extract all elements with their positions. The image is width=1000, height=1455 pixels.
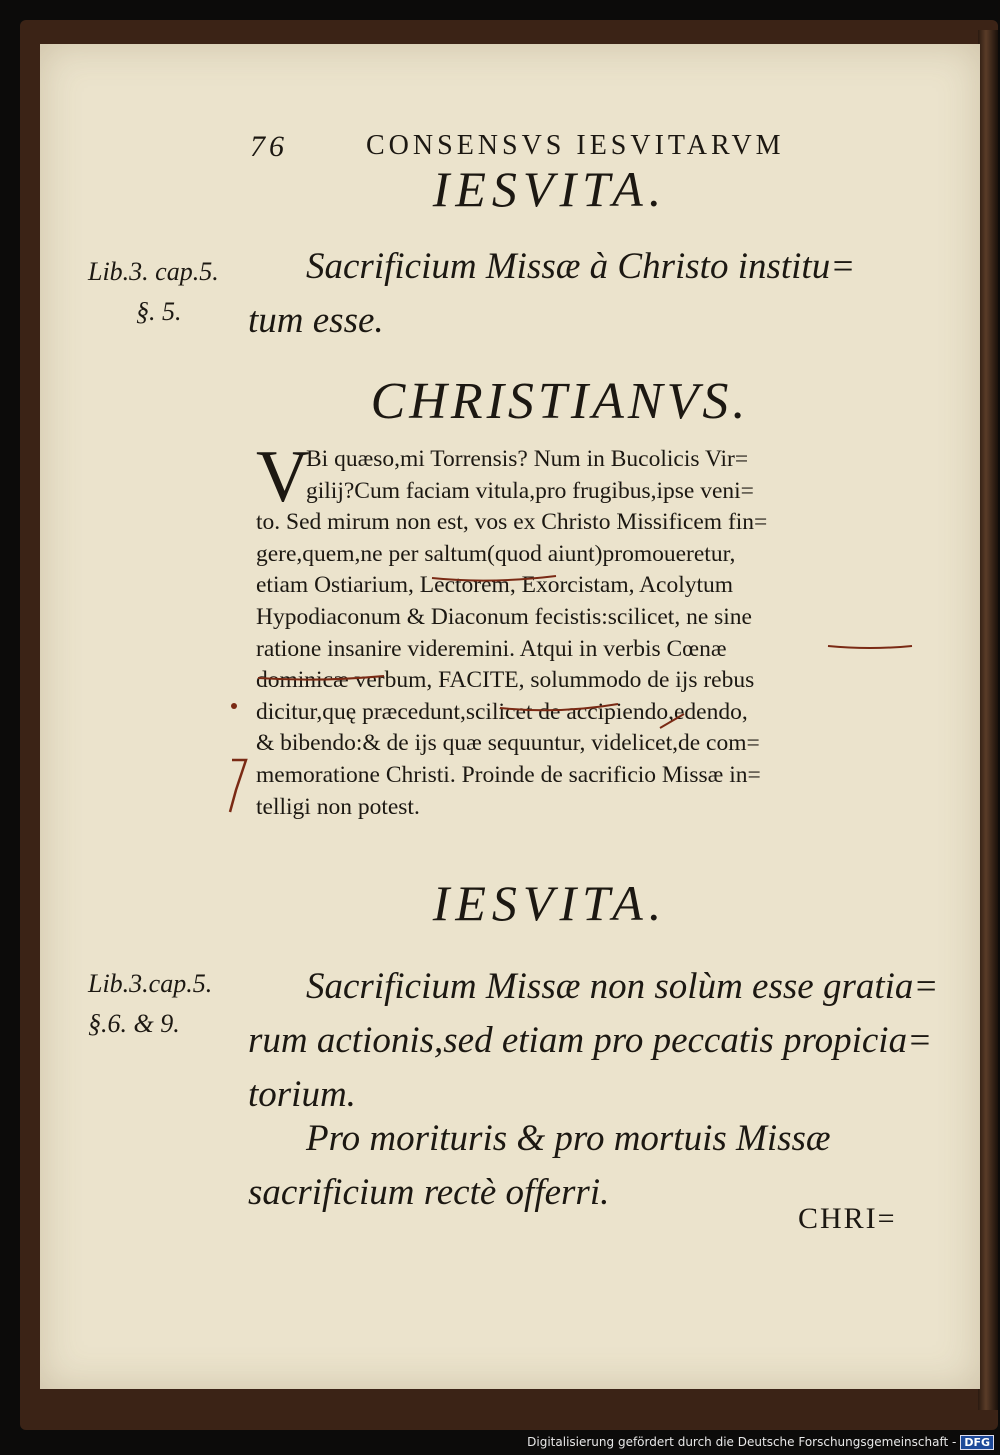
body-line: & bibendo:& de ijs quæ sequuntur, videlicet,de com= — [256, 730, 760, 757]
thesis-line: Sacrificium Missæ à Christo institu= — [306, 246, 856, 287]
body-line: to. Sed mirum non est, vos ex Christo Missificem fin= — [256, 509, 768, 536]
section-heading-christianvs: CHRISTIANVS. — [370, 373, 750, 430]
thesis-paragraph-2 — [248, 960, 938, 1122]
body-paragraph — [256, 436, 936, 823]
dfg-logo: DFG — [960, 1435, 994, 1450]
body-line: gere,quem,ne per saltum(quod aiunt)promoueretur, — [256, 540, 736, 567]
body-line: dicitur,quę præcedunt,scilicet de accipiendo,edendo, — [256, 698, 748, 725]
body-line: etiam Ostiarium, Lectorem, Exorcistam, Acolytum — [256, 572, 734, 599]
margin-ref-line: Lib.3.cap.5. — [88, 969, 213, 998]
section-heading-iesvita-1: IESVITA. — [432, 161, 668, 217]
body-line: ratione insanire videremini. Atqui in verbis Cœnæ — [256, 635, 727, 662]
body-line: Bi quæso,mi Torrensis? Num in Bucolicis Vir= — [306, 446, 749, 472]
thesis-line: rum actionis,sed etiam pro peccatis propicia= — [248, 1020, 933, 1061]
thesis-paragraph-1 — [248, 240, 938, 348]
catchword: CHRI= — [798, 1202, 897, 1235]
margin-ref-line: §.6. & 9. — [88, 1009, 180, 1038]
section-heading-iesvita-2: IESVITA. — [432, 875, 668, 931]
digitization-footer — [527, 1433, 994, 1451]
margin-reference-2 — [88, 964, 248, 1044]
body-line: memoratione Christi. Proinde de sacrificio Missæ in= — [256, 761, 761, 788]
page-number: 76 — [250, 130, 288, 163]
body-line: telligi non potest. — [256, 793, 420, 820]
margin-reference-1 — [88, 252, 248, 332]
margin-ref-line: Lib.3. cap.5. — [88, 257, 219, 286]
thesis-line: torium. — [248, 1074, 356, 1115]
running-title: CONSENSVS IESVITARVM — [366, 130, 785, 161]
body-line: gilij?Cum faciam vitula,pro frugibus,ipse veni= — [306, 477, 754, 504]
body-line: Hypodiaconum & Diaconum fecistis:scilicet, ne sine — [256, 603, 752, 630]
thesis-line: Sacrificium Missæ non solùm esse gratia= — [306, 966, 939, 1007]
footer-text: Digitalisierung gefördert durch die Deutsche Forschungsgemeinschaft - — [527, 1435, 957, 1449]
body-line: dominicæ verbum, FACITE, solummodo de ijs rebus — [256, 667, 755, 694]
thesis-line: tum esse. — [248, 300, 384, 341]
book-spine-edge — [978, 30, 998, 1410]
margin-ref-line: §. 5. — [136, 297, 182, 326]
thesis-line: sacrificium rectè offerri. — [248, 1172, 610, 1213]
drop-capital: V — [256, 436, 310, 518]
thesis-line: Pro morituris & pro mortuis Missæ — [306, 1118, 831, 1159]
